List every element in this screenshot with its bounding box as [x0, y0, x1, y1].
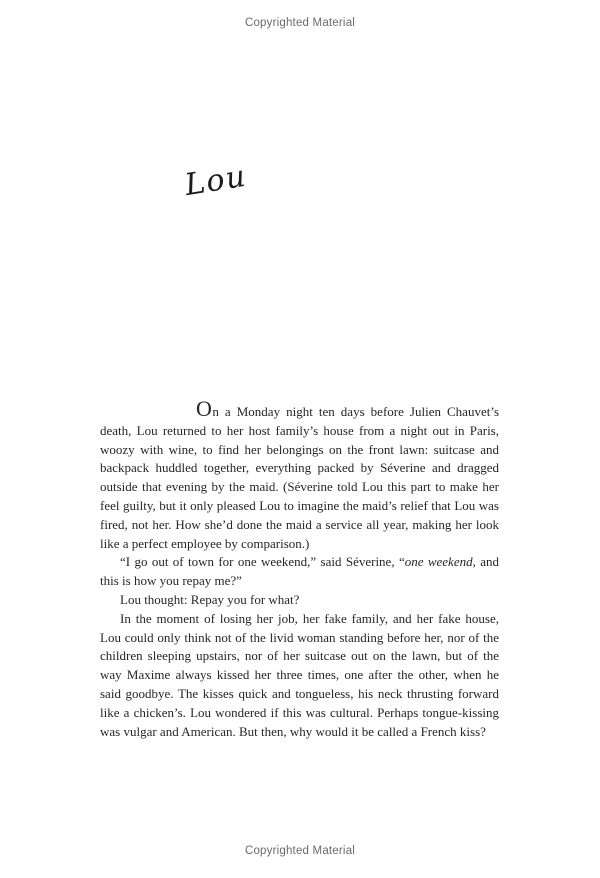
text-run: Lou thought: Repay you for what?	[120, 591, 300, 607]
paragraph	[100, 553, 499, 591]
italic-text-run: one weekend,	[404, 554, 476, 570]
drop-cap: O	[196, 396, 213, 421]
copyright-notice-top: Copyrighted Material	[244, 17, 356, 29]
paragraph	[100, 591, 499, 610]
opening-paragraph	[100, 396, 499, 553]
chapter-title: Lou	[182, 158, 250, 203]
text-run: In the moment of losing her job, her fake family, and her fake house, Lou could only think not of the livid woman standing before her, nor of the children sleeping upstairs, nor of her suitcase out on the lawn, but of the way Maxime always kissed her three times, one after the other, when he said goodbye. The kisses quick and tongueless, his neck thrusting forward like a chicken’s. Lou wondered if this was cultural. Perhaps tongue-kissing was vulgar and American. But then, why would it be called a French kiss?	[100, 610, 499, 739]
copyright-notice-bottom: Copyrighted Material	[244, 845, 356, 857]
paragraph	[100, 610, 499, 742]
text-run: n a Monday night ten days before Julien Chauvet’s death, Lou returned to her host family’s house from a night out in Paris, woozy with wine, to find her belongings on the front lawn: suitcase and backpack huddled together, everything packed by Séverine and dragged outside that evening by the maid. (Séverine told Lou this part to make her feel guilty, but it only pleased Lou to imagine the maid’s relief that Lou was fired, not her. How she’d done the maid a service all year, making her look like a perfect employee by comparison.)	[100, 404, 499, 551]
body-text-block	[100, 396, 499, 741]
text-run: “I go out of town for one weekend,” said Séverine, “	[120, 554, 405, 570]
text-run: and this is how you repay me?”	[100, 554, 499, 589]
